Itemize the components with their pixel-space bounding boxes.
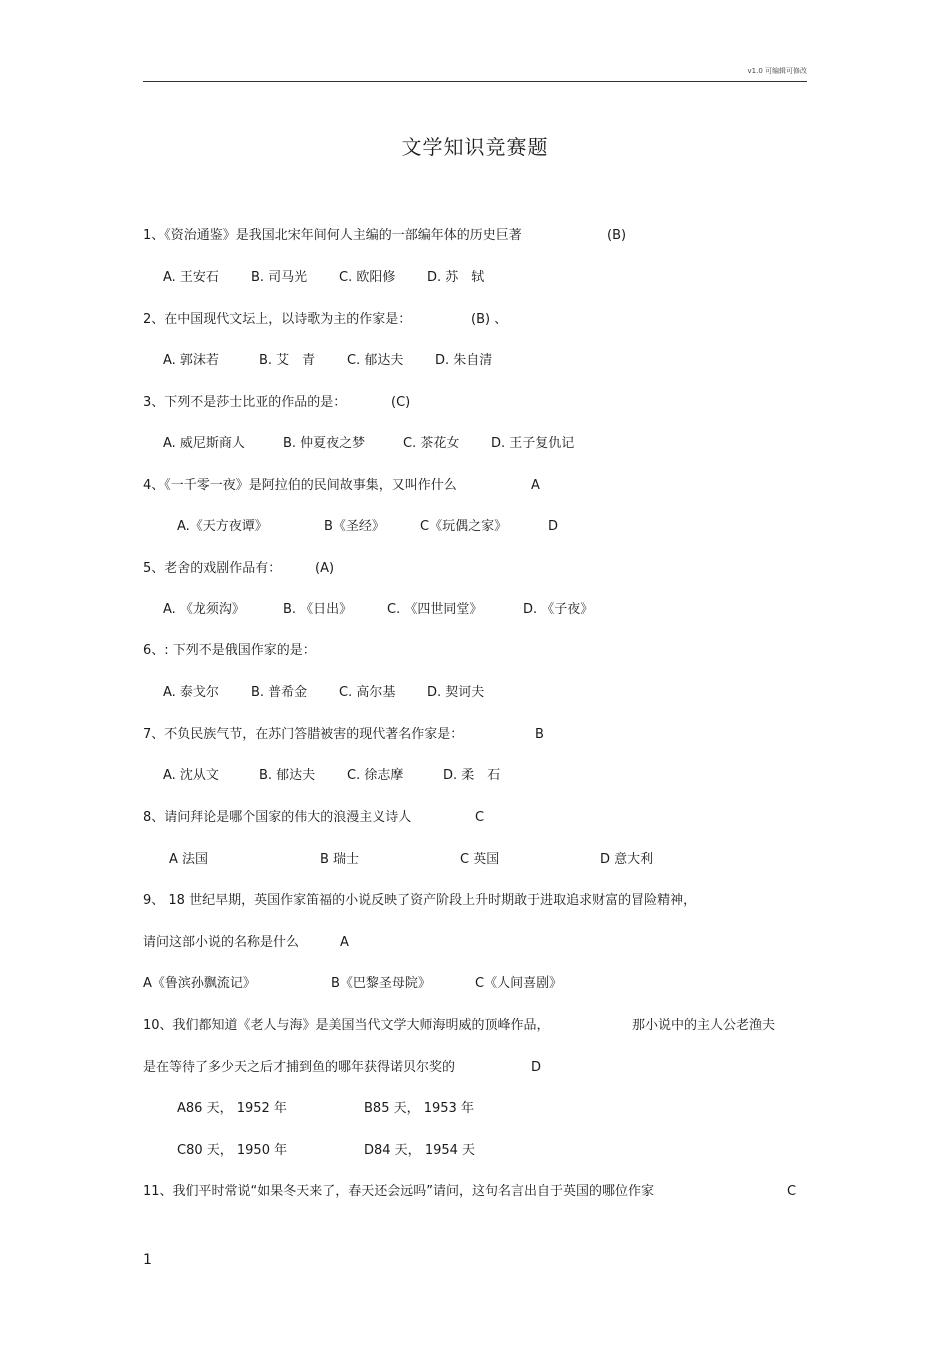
option-8d: D 意大利 [600, 852, 654, 867]
option-2c: C. 郁达夫 [347, 353, 404, 368]
question-11: 11、我们平时常说“如果冬天来了，春天还会远吗”请问，这句名言出自于英国的哪位作家 [143, 1184, 655, 1199]
option-10b: B85 天， 1953 年 [364, 1101, 474, 1116]
option-2a: A. 郭沫若 [163, 353, 219, 368]
option-9a: A《鲁滨孙飘流记》 [143, 976, 256, 991]
option-3d: D. 王子复仇记 [491, 436, 575, 451]
version-note: v1.0 可编辑可修改 [747, 67, 807, 75]
question-10-line1a: 10、我们都知道《老人与海》是美国当代文学大师海明威的顶峰作品， [143, 1018, 550, 1033]
option-1a: A. 王安石 [163, 270, 219, 285]
option-5a: A. 《龙须沟》 [163, 602, 245, 617]
option-7a: A. 沈从文 [163, 768, 219, 783]
page-title: 文学知识竞赛题 [401, 135, 549, 159]
answer-9: A [340, 935, 349, 950]
question-2: 2、在中国现代文坛上，以诗歌为主的作家是： [143, 312, 412, 327]
option-1d: D. 苏 轼 [427, 270, 485, 285]
option-7d: D. 柔 石 [443, 768, 501, 783]
option-10a: A86 天， 1952 年 [177, 1101, 287, 1116]
answer-10: D [531, 1060, 542, 1075]
option-5c: C. 《四世同堂》 [387, 602, 483, 617]
answer-8: C [475, 810, 485, 825]
option-5d: D. 《子夜》 [523, 602, 594, 617]
option-3a: A. 威尼斯商人 [163, 436, 245, 451]
answer-11: C [787, 1184, 797, 1199]
answer-7: B [535, 727, 544, 742]
option-4d: D [548, 519, 559, 534]
question-7: 7、不负民族气节，在苏门答腊被害的现代著名作家是： [143, 727, 464, 742]
option-4c: C《玩偶之家》 [420, 519, 508, 534]
option-6b: B. 普希金 [251, 685, 308, 700]
page-number: 1 [143, 1252, 152, 1268]
option-6d: D. 契诃夫 [427, 685, 485, 700]
option-1b: B. 司马光 [251, 270, 308, 285]
answer-2: (B) 、 [471, 312, 508, 327]
option-2d: D. 朱自清 [435, 353, 493, 368]
question-4: 4、《一千零一夜》是阿拉伯的民间故事集，又叫作什么 [143, 478, 457, 493]
question-10-line1b: 那小说中的主人公老渔夫 [632, 1018, 776, 1033]
answer-4: A [531, 478, 540, 493]
option-5b: B. 《日出》 [283, 602, 353, 617]
option-9c: C《人间喜剧》 [475, 976, 563, 991]
question-9-line1: 9、 18 世纪早期，英国作家笛福的小说反映了资产阶段上升时期敢于进取追求财富的冒险精神， [143, 893, 697, 908]
option-9b: B《巴黎圣母院》 [331, 976, 431, 991]
question-3: 3、下列不是莎士比亚的作品的是： [143, 395, 347, 410]
option-7c: C. 徐志摩 [347, 768, 404, 783]
option-10c: C80 天， 1950 年 [177, 1143, 288, 1158]
option-6a: A. 泰戈尔 [163, 685, 219, 700]
header-rule [143, 81, 807, 82]
option-3c: C. 茶花女 [403, 436, 460, 451]
question-8: 8、请问拜论是哪个国家的伟大的浪漫主义诗人 [143, 810, 412, 825]
option-7b: B. 郁达夫 [259, 768, 316, 783]
option-8b: B 瑞士 [320, 852, 360, 867]
question-1: 1、《资治通鉴》是我国北宋年间何人主编的一部编年体的历史巨著 [143, 228, 522, 243]
answer-1: (B) [607, 228, 627, 243]
option-10d: D84 天， 1954 天 [364, 1143, 476, 1158]
option-4b: B《圣经》 [324, 519, 385, 534]
option-2b: B. 艾 青 [259, 353, 316, 368]
question-10-line2: 是在等待了多少天之后才捕到鱼的哪年获得诺贝尔奖的 [143, 1060, 456, 1075]
option-8a: A 法国 [169, 852, 209, 867]
question-9-line2: 请问这部小说的名称是什么 [143, 935, 300, 950]
answer-5: (A) [315, 561, 335, 576]
option-6c: C. 高尔基 [339, 685, 396, 700]
option-3b: B. 仲夏夜之梦 [283, 436, 366, 451]
question-6: 6、: 下列不是俄国作家的是： [143, 643, 316, 658]
question-5: 5、老舍的戏剧作品有： [143, 561, 282, 576]
option-8c: C 英国 [460, 852, 500, 867]
answer-3: (C) [391, 395, 411, 410]
option-4a: A.《天方夜谭》 [177, 519, 268, 534]
option-1c: C. 欧阳修 [339, 270, 396, 285]
